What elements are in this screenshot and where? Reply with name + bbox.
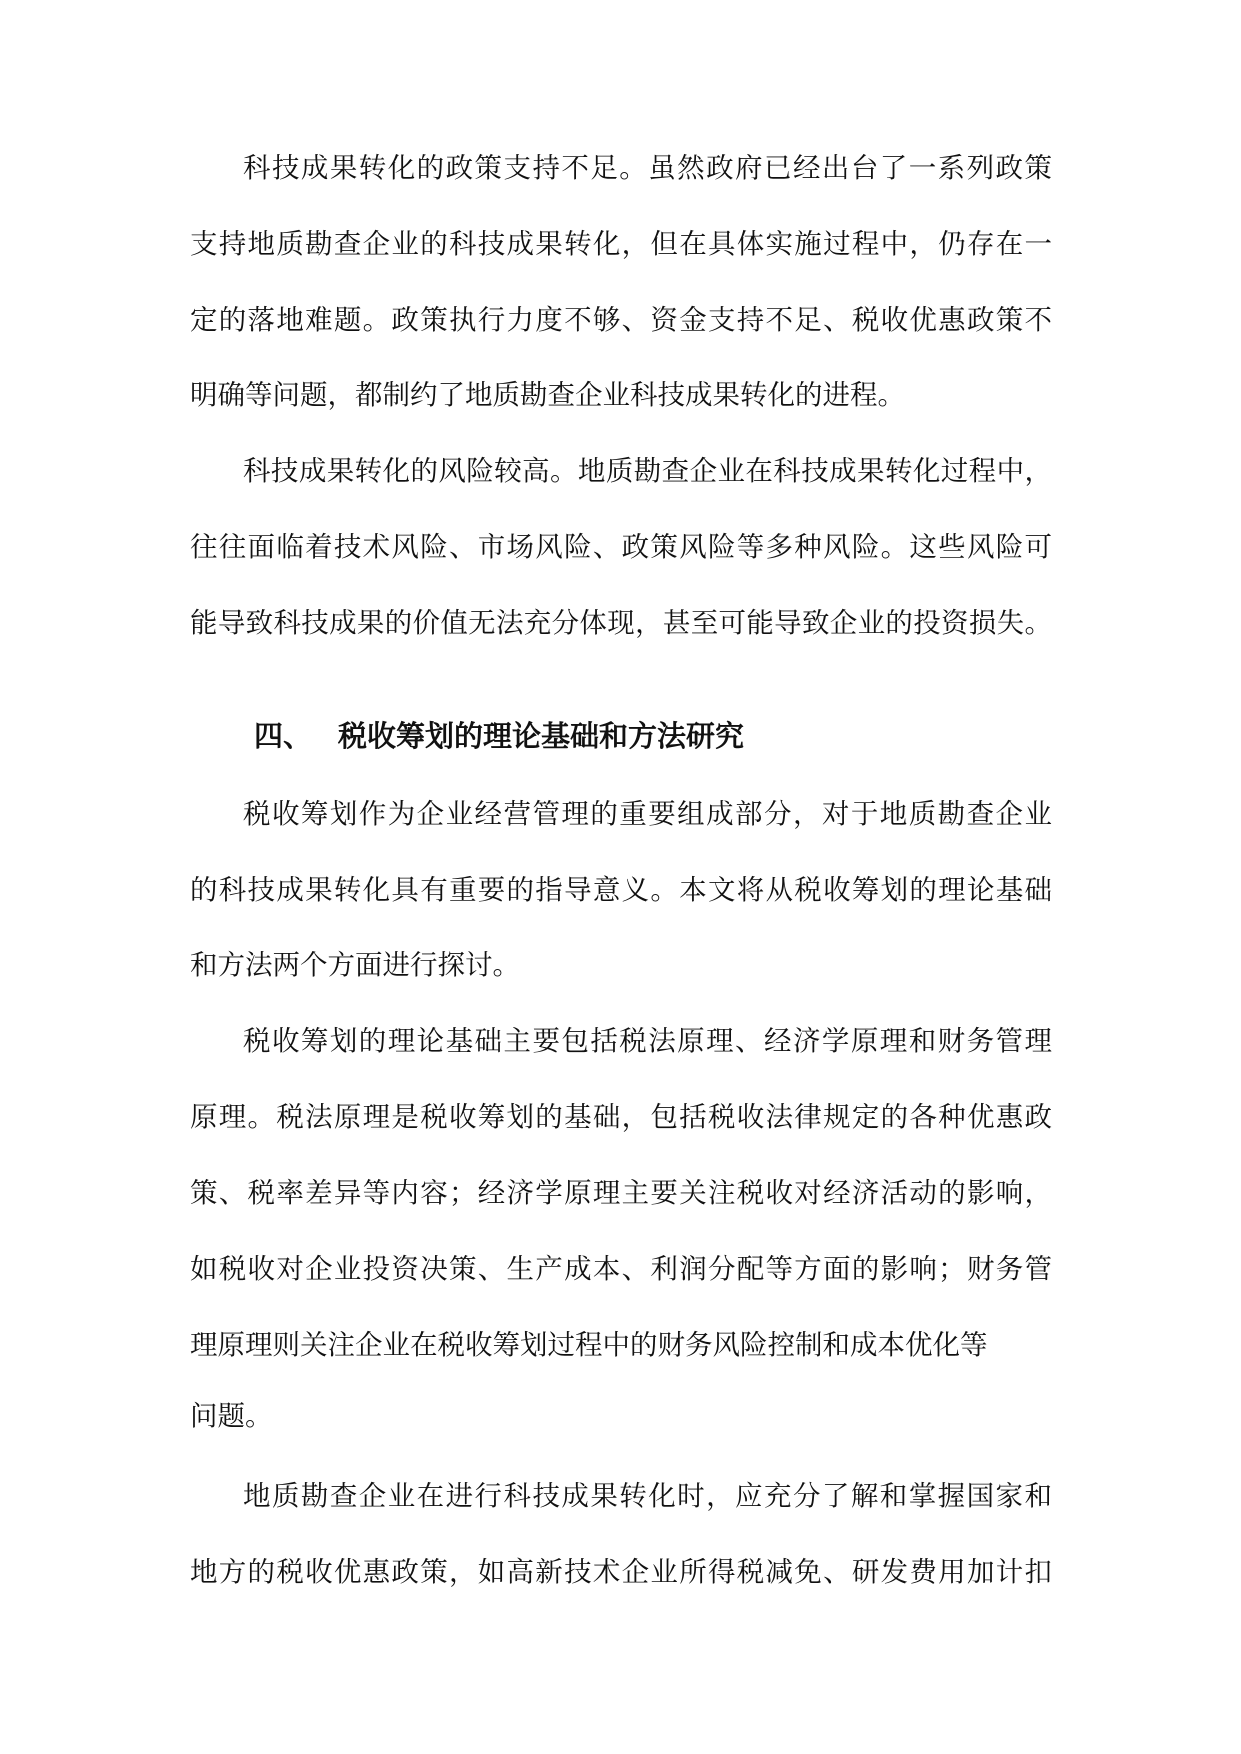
paragraph-1-line-1: 科技成果转化的政策支持不足。虽然政府已经出台了一系列政策 [243, 152, 1052, 184]
paragraph-1-line-4: 明确等问题，都制约了地质勘查企业科技成果转化的进程。 [190, 379, 905, 411]
paragraph-3-line-1: 税收筹划作为企业经营管理的重要组成部分，对于地质勘查企业 [243, 798, 1052, 830]
section-heading [254, 715, 744, 757]
paragraph-4-line-4: 如税收对企业投资决策、生产成本、利润分配等方面的影响；财务管 [190, 1253, 1052, 1285]
paragraph-2-line-2: 往往面临着技术风险、市场风险、政策风险等多种风险。这些风险可 [190, 531, 1052, 563]
paragraph-2-line-1: 科技成果转化的风险较高。地质勘查企业在科技成果转化过程中， [243, 455, 1052, 487]
paragraph-4-line-2: 原理。税法原理是税收筹划的基础，包括税收法律规定的各种优惠政 [190, 1101, 1052, 1133]
paragraph-4-line-1: 税收筹划的理论基础主要包括税法原理、经济学原理和财务管理 [243, 1025, 1052, 1057]
paragraph-3-line-3: 和方法两个方面进行探讨。 [190, 949, 520, 981]
paragraph-4-line-3: 策、税率差异等内容；经济学原理主要关注税收对经济活动的影响， [190, 1177, 1052, 1209]
paragraph-1-line-2: 支持地质勘查企业的科技成果转化，但在具体实施过程中，仍存在一 [190, 228, 1052, 260]
section-title: 税收筹划的理论基础和方法研究 [338, 719, 745, 753]
paragraph-5-line-2: 地方的税收优惠政策，如高新技术企业所得税减免、研发费用加计扣 [190, 1556, 1052, 1588]
paragraph-3-line-2: 的科技成果转化具有重要的指导意义。本文将从税收筹划的理论基础 [190, 874, 1052, 906]
paragraph-4-line-5: 理原理则关注企业在税收筹划过程中的财务风险控制和成本优化等 [190, 1329, 988, 1361]
section-number: 四、 [254, 719, 313, 753]
paragraph-5-line-1: 地质勘查企业在进行科技成果转化时，应充分了解和掌握国家和 [243, 1480, 1052, 1512]
paragraph-2-line-3: 能导致科技成果的价值无法充分体现，甚至可能导致企业的投资损失。 [190, 607, 1052, 639]
paragraph-4-line-6: 问题。 [190, 1400, 273, 1432]
paragraph-1-line-3: 定的落地难题。政策执行力度不够、资金支持不足、税收优惠政策不 [190, 304, 1052, 336]
